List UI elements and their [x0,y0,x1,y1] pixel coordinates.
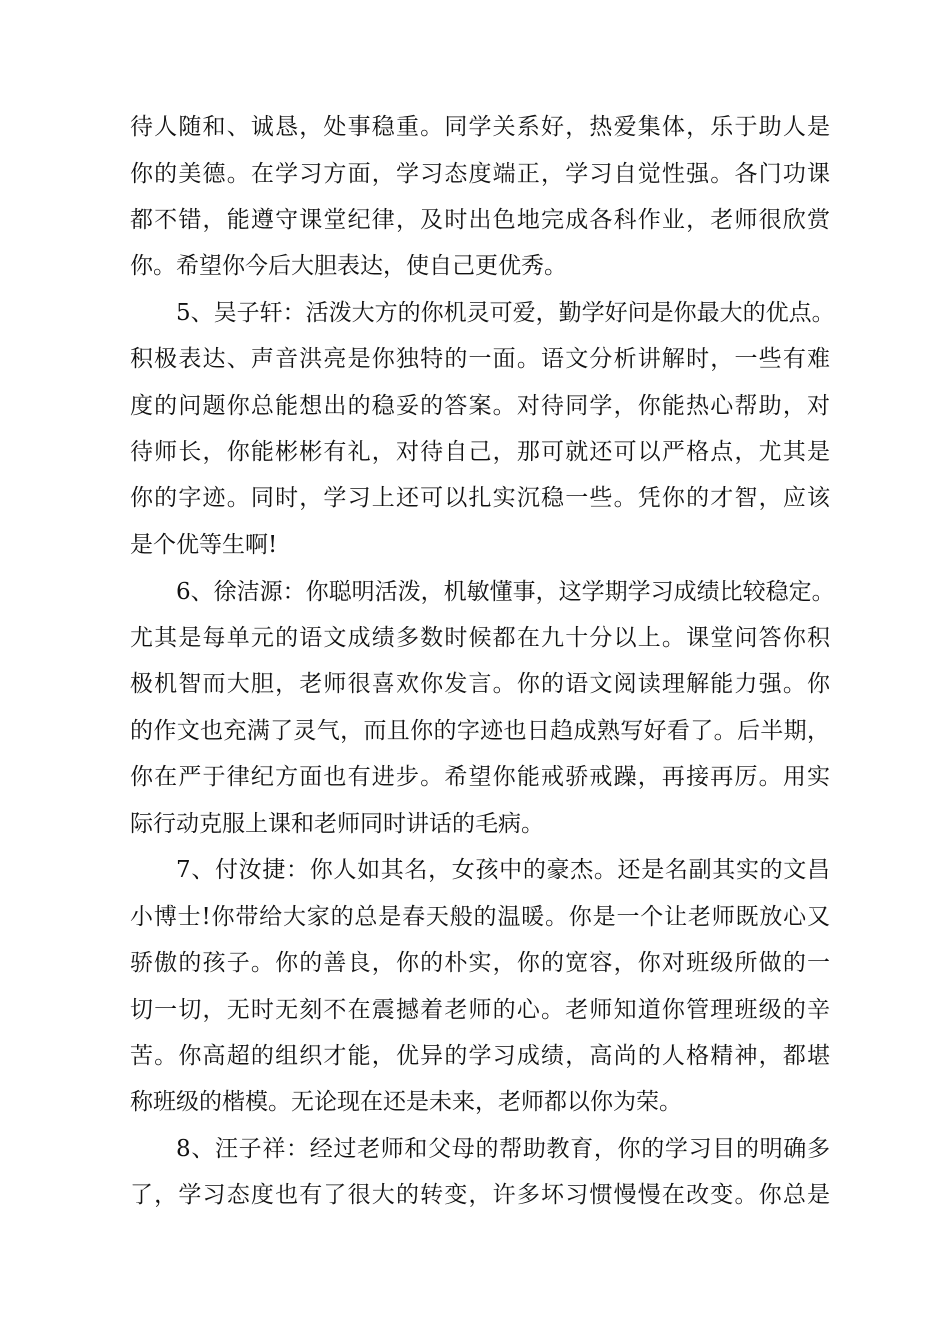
paragraph-first-line: 7、付汝捷：你人如其名，女孩中的豪杰。还是名副其实的文昌 [176,857,830,883]
text-line: 极机智而大胆，老师很喜欢你发言。你的语文阅读理解能力强。你 [130,671,830,697]
text-line: 了，学习态度也有了很大的转变，许多坏习惯慢慢在改变。你总是 [130,1182,830,1208]
text-line: 切一切，无时无刻不在震撼着老师的心。老师知道你管理班级的辛 [130,997,830,1023]
text-line: 称班级的楷模。无论现在还是未来，老师都以你为荣。 [130,1089,682,1115]
text-line: 尤其是每单元的语文成绩多数时候都在九十分以上。课堂问答你积 [130,625,830,651]
text-line: 际行动克服上课和老师同时讲话的毛病。 [130,811,544,837]
text-line: 度的问题你总能想出的稳妥的答案。对待同学，你能热心帮助，对 [130,393,830,419]
text-line: 骄傲的孩子。你的善良，你的朴实，你的宽容，你对班级所做的一 [130,950,830,976]
text-line: 你的美德。在学习方面，学习态度端正，学习自觉性强。各门功课 [130,161,830,187]
text-line: 是个优等生啊! [130,532,278,558]
text-line: 的作文也充满了灵气，而且你的字迹也日趋成熟写好看了。后半期， [130,718,830,744]
text-line: 你。希望你今后大胆表达，使自己更优秀。 [130,253,567,279]
paragraph-first-line: 8、汪子祥：经过老师和父母的帮助教育，你的学习目的明确多 [176,1136,830,1162]
text-line: 苦。你高超的组织才能，优异的学习成绩，高尚的人格精神，都堪 [130,1043,830,1069]
text-line: 你在严于律纪方面也有进步。希望你能戒骄戒躁，再接再厉。用实 [130,764,830,790]
paragraph-first-line: 6、徐洁源：你聪明活泼，机敏懂事，这学期学习成绩比较稳定。 [176,579,835,605]
text-line: 你的字迹。同时，学习上还可以扎实沉稳一些。凭你的才智，应该 [130,485,830,511]
text-line: 积极表达、声音洪亮是你独特的一面。语文分析讲解时，一些有难 [130,346,830,372]
text-line: 都不错，能遵守课堂纪律，及时出色地完成各科作业，老师很欣赏 [130,207,830,233]
text-line: 待师长，你能彬彬有礼，对待自己，那可就还可以严格点，尤其是 [130,439,830,465]
text-line: 小博士!你带给大家的总是春天般的温暖。你是一个让老师既放心又 [130,904,830,930]
paragraph-first-line: 5、吴子轩：活泼大方的你机灵可爱，勤学好问是你最大的优点。 [176,300,835,326]
text-line: 待人随和、诚恳，处事稳重。同学关系好，热爱集体，乐于助人是 [130,114,830,140]
